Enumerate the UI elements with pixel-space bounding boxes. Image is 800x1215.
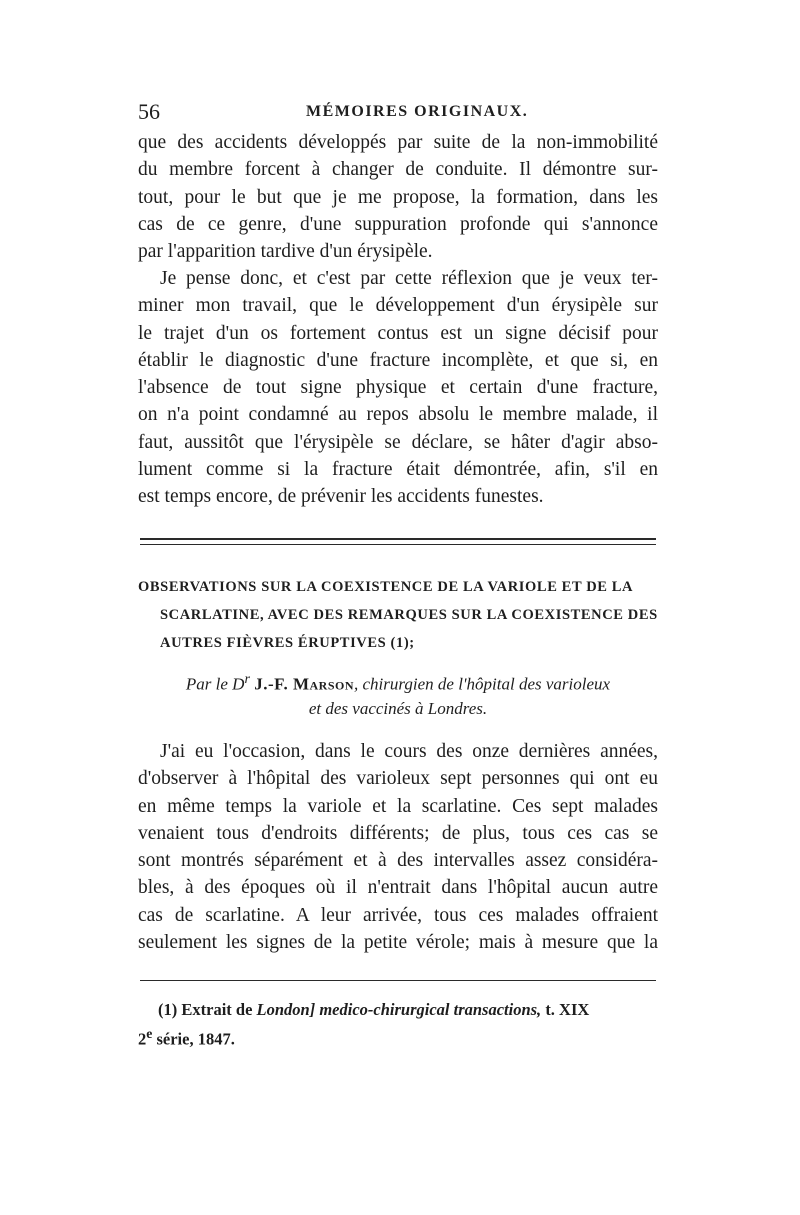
article-byline — [138, 667, 658, 721]
byline-affiliation: , chirurgien de l'hôpital des varioleux — [354, 674, 611, 694]
section-separator — [140, 538, 656, 548]
text-line: venaient tous d'endroits différents; de plus, tous ces cas se — [138, 822, 658, 844]
text-line: faut, aussitôt que l'érysipèle se déclare, se hâter d'agir abso- — [138, 431, 658, 453]
footnote-series-number: 2 — [138, 1029, 147, 1049]
paragraph-observations — [138, 738, 658, 956]
text-line: en même temps la variole et la scarlatine. Ces sept malades — [138, 795, 658, 817]
byline-author: J.-F. Marson — [254, 674, 355, 694]
text-line: on n'a point condamné au repos absolu le membre malade, il — [138, 404, 658, 426]
byline-line: et des vaccinés à Londres. — [308, 698, 488, 718]
text-line: lument comme si la fracture était démontrée, afin, s'il en — [138, 459, 658, 481]
text-line: sont montrés séparément et à des intervalles assez considéra- — [138, 850, 658, 872]
text-line: le trajet d'un os fortement contus est un signe décisif pour — [138, 322, 658, 344]
footnote-series: série, 1847. — [156, 1029, 235, 1049]
page-number: 56 — [138, 99, 160, 124]
text-line: cas de ce genre, d'une suppuration profonde qui s'annonce — [138, 213, 658, 235]
separator-thick-rule — [140, 538, 656, 540]
footnote-line — [138, 998, 658, 1022]
text-line: l'absence de tout signe physique et certain d'une fracture, — [138, 377, 658, 399]
footnote — [138, 998, 658, 1052]
footnote-volume: t. XIX — [545, 1000, 590, 1019]
text-line: cas de scarlatine. A leur arrivée, tous ces malades offraient — [138, 904, 658, 926]
footnote-series-sup: e — [146, 1026, 153, 1041]
separator-thin-rule — [140, 544, 656, 545]
running-title: MÉMOIRES ORIGINAUX. — [306, 103, 529, 120]
text-line: Je pense donc, et c'est par cette réflexion que je veux ter- — [160, 268, 658, 289]
text-line: que des accidents développés par suite de la non-immobilité — [138, 132, 658, 153]
text-line: est temps encore, de prévenir les accidents funestes. — [138, 486, 544, 508]
title-line: AUTRES FIÈVRES ÉRUPTIVES (1); — [160, 635, 415, 651]
text-line: J'ai eu l'occasion, dans le cours des onze dernières années, — [160, 741, 658, 762]
footnote-source: London] medico-chirurgical transactions, — [256, 1000, 542, 1019]
text-line: tout, pour le but que je me propose, la formation, dans les — [138, 186, 658, 208]
article-title — [138, 573, 658, 657]
footnote-marker: (1) Extrait de — [158, 1000, 253, 1019]
byline-prefix: Par le D — [185, 674, 245, 694]
text-line: miner mon travail, que le développement d'un érysipèle sur — [138, 295, 658, 317]
text-line: du membre forcent à changer de conduite. Il démontre sur- — [138, 159, 658, 181]
paragraph-conclusion — [138, 265, 658, 511]
text-line: par l'apparition tardive d'un érysipèle. — [138, 241, 433, 263]
byline-line — [138, 667, 658, 697]
byline-sup: r — [244, 671, 250, 687]
text-line: d'observer à l'hôpital des varioleux sept personnes qui ont eu — [138, 768, 658, 790]
paragraph-continued — [138, 129, 658, 265]
text-line: bles, à des époques où il n'entrait dans l'hôpital aucun autre — [138, 877, 658, 899]
running-head — [138, 98, 658, 126]
title-line: SCARLATINE, AVEC DES REMARQUES SUR LA COEXISTENCE DES — [160, 607, 658, 623]
footnote-rule — [140, 980, 656, 981]
footnote-line — [138, 1022, 658, 1052]
title-line: OBSERVATIONS SUR LA COEXISTENCE DE LA VARIOLE ET DE LA — [138, 579, 634, 595]
text-line: seulement les signes de la petite vérole; mais à mesure que la — [138, 932, 658, 954]
text-line: établir le diagnostic d'une fracture incomplète, et que si, en — [138, 349, 658, 371]
